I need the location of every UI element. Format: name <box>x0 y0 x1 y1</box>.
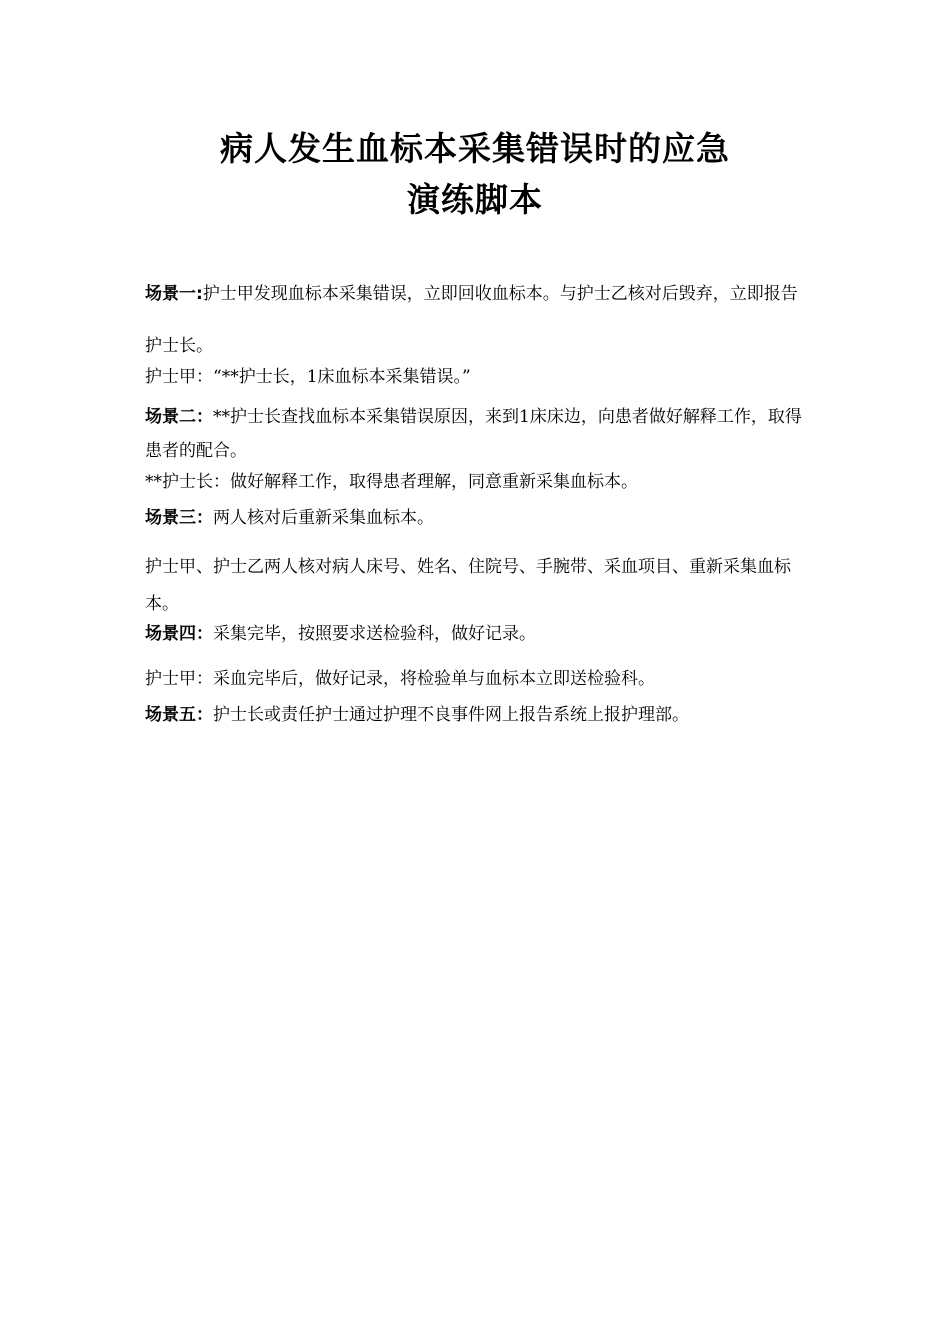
scene-5-paragraph <box>145 702 810 728</box>
scene-3-text: 两人核对后重新采集血标本。 <box>213 508 434 528</box>
document-title-line1: 病人发生血标本采集错误时的应急 <box>220 129 730 168</box>
scene-4-paragraph <box>145 621 810 647</box>
head-nurse-line: **护士长：做好解释工作，取得患者理解，同意重新采集血标本。 <box>145 472 638 492</box>
nurse-a-line-2: 护士甲：采血完毕后，做好记录，将检验单与血标本立即送检验科。 <box>145 669 655 689</box>
nurses-check-line: 护士甲、护士乙两人核对病人床号、姓名、住院号、手腕带、采血项目、重新采集血标本。 <box>145 557 791 614</box>
scene-2-text: **护士长查找血标本采集错误原因，来到1床床边，向患者做好解释工作，取得患者的配合。 <box>145 407 802 461</box>
scene-2-paragraph <box>145 400 810 468</box>
scene-2-label: 场景二： <box>145 407 213 427</box>
scene-1-paragraph <box>145 268 810 372</box>
scene-1-label: 场景一: <box>145 284 203 304</box>
scene-1-text: 护士甲发现血标本采集错误，立即回收血标本。与护士乙核对后毁弃，立即报告护士长。 <box>145 284 798 356</box>
scene-3-paragraph <box>145 505 810 531</box>
scene-5-text: 护士长或责任护士通过护理不良事件网上报告系统上报护理部。 <box>213 705 689 725</box>
scene-4-label: 场景四： <box>145 624 213 644</box>
scene-3-label: 场景三： <box>145 508 213 528</box>
scene-4-text: 采集完毕，按照要求送检验科，做好记录。 <box>213 624 536 644</box>
nurse-a-line-1: 护士甲：“**护士长，1床血标本采集错误。” <box>145 367 471 387</box>
scene-5-label: 场景五： <box>145 705 213 725</box>
document-title-line2: 演练脚本 <box>407 180 543 219</box>
